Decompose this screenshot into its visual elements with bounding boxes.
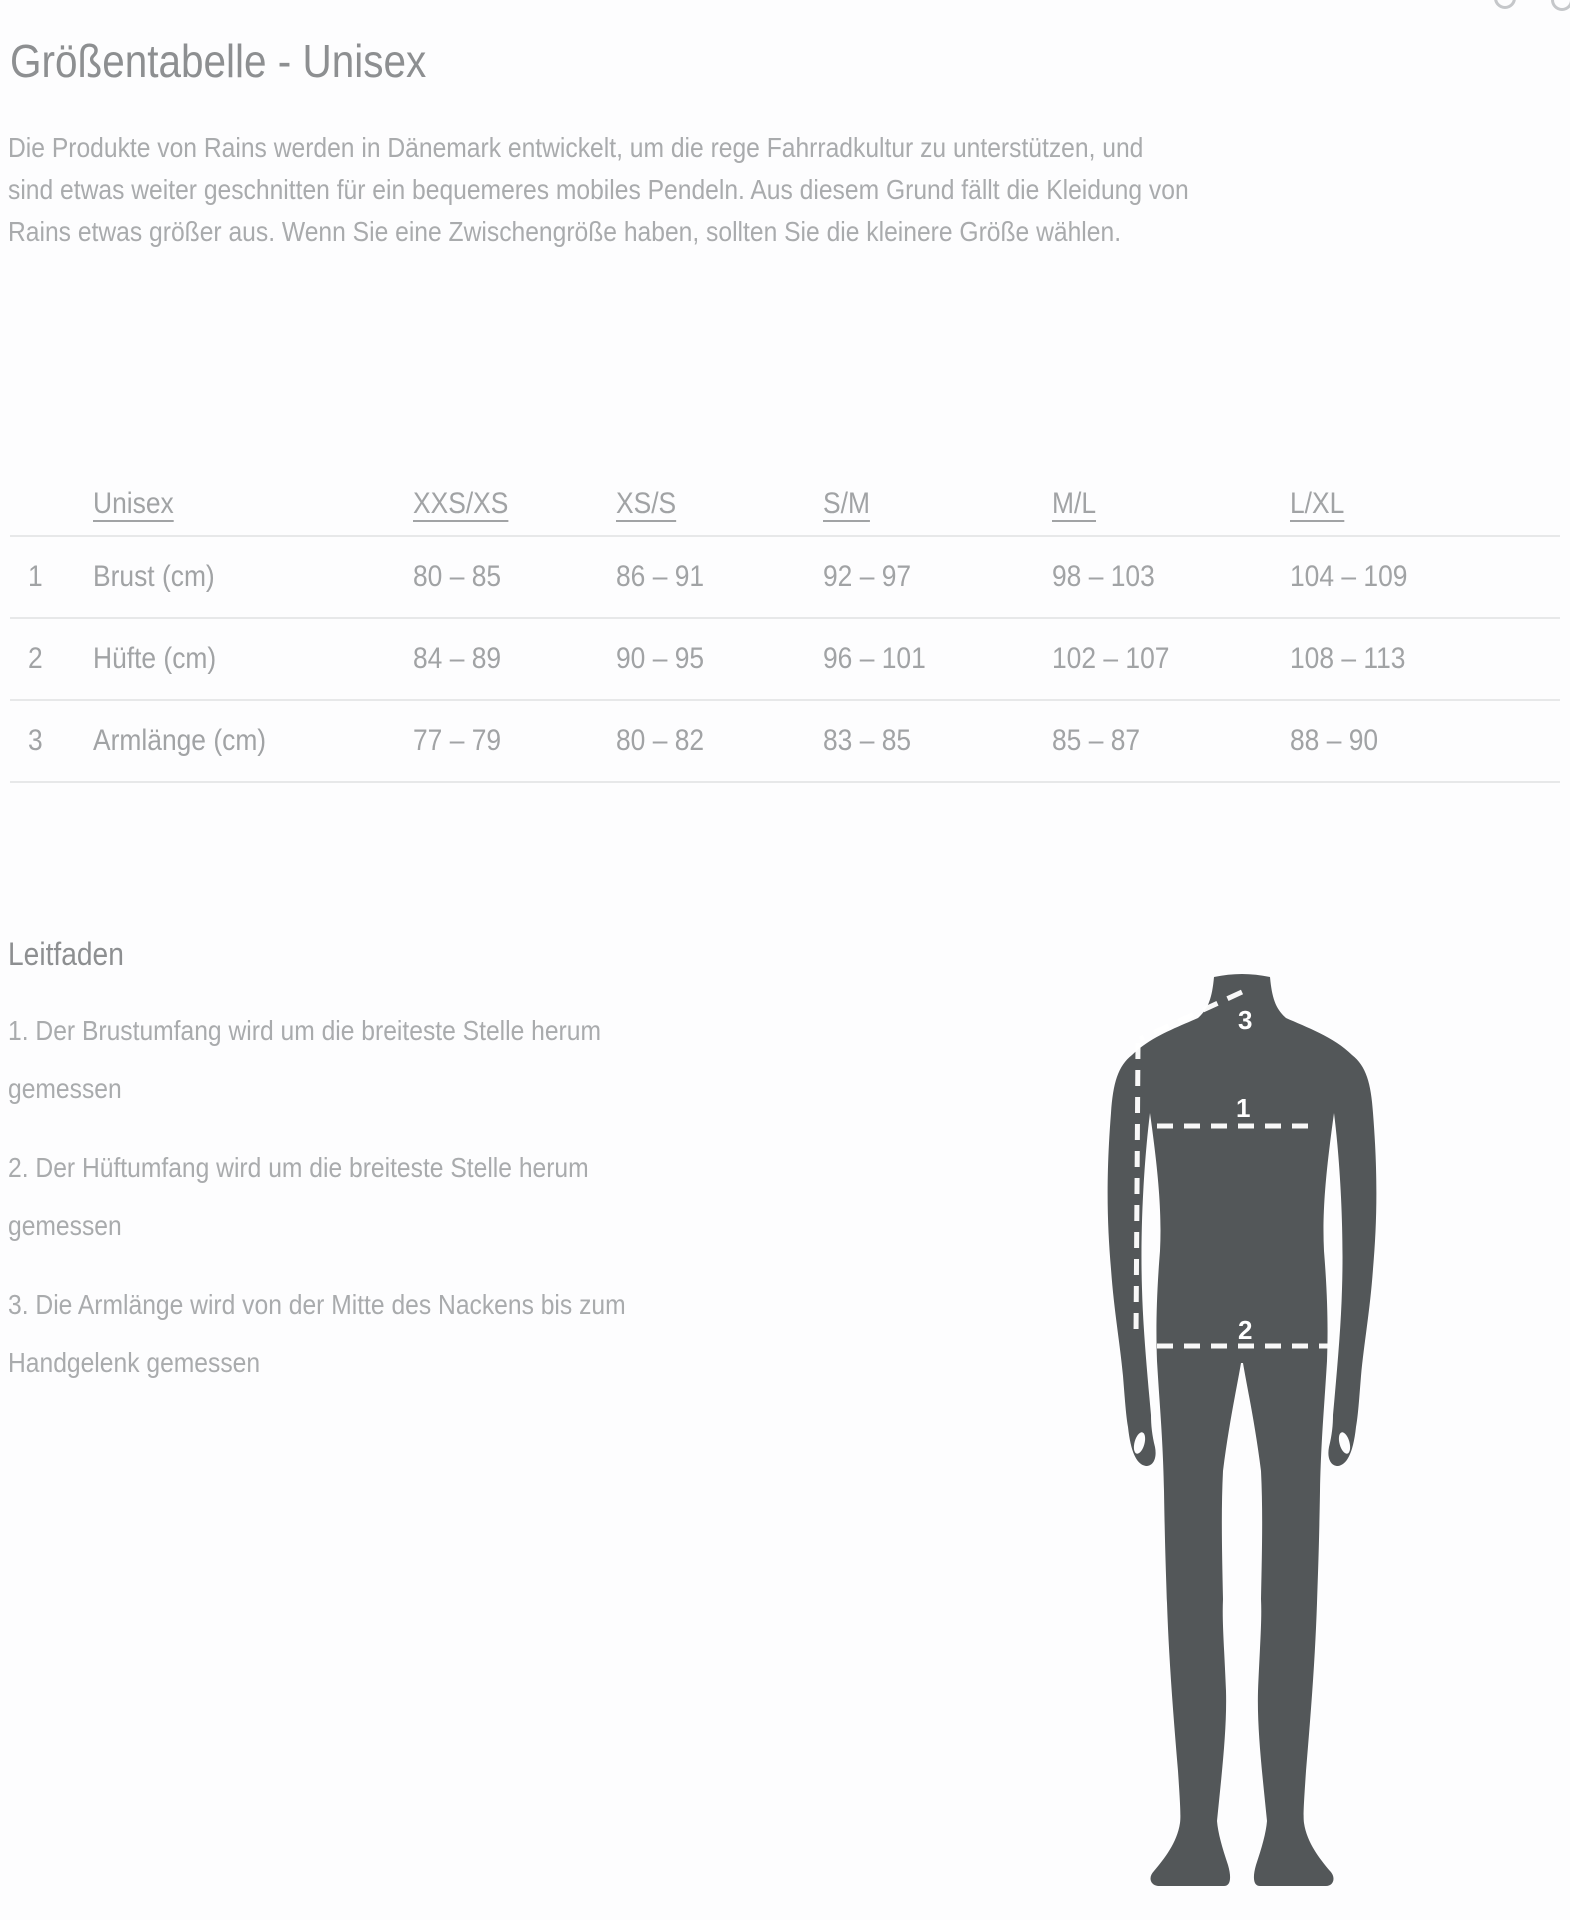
size-table <box>10 468 1560 783</box>
cell-value: 98 – 103 <box>1052 560 1155 593</box>
header-size-xs-s: XS/S <box>616 487 677 520</box>
cutoff-ui-artifact <box>1551 0 1570 11</box>
body-silhouette <box>1094 971 1390 1889</box>
cell-value: 85 – 87 <box>1052 724 1141 757</box>
row-number: 1 <box>28 560 43 593</box>
table-row-huefte <box>10 617 1560 699</box>
chest-line-label: 1 <box>1236 1093 1251 1123</box>
cell-value: 84 – 89 <box>413 642 502 675</box>
guide-item-chest: 1. Der Brustumfang wird um die breiteste Stelle herum gemessen <box>8 1015 601 1104</box>
row-number: 3 <box>28 724 43 757</box>
cell-value: 96 – 101 <box>823 642 926 675</box>
row-label: Brust (cm) <box>93 560 215 593</box>
guide-heading: Leitfaden <box>8 936 124 972</box>
cell-value: 92 – 97 <box>823 560 912 593</box>
arm-line-label: 3 <box>1238 1005 1253 1035</box>
cell-value: 86 – 91 <box>616 560 705 593</box>
cell-value: 102 – 107 <box>1052 642 1170 675</box>
header-size-xxs-xs: XXS/XS <box>413 487 509 520</box>
guide-item-arm: 3. Die Armlänge wird von der Mitte des Nackens bis zum Handgelenk gemessen <box>8 1289 626 1378</box>
row-label: Hüfte (cm) <box>93 642 217 675</box>
guide-item-hip: 2. Der Hüftumfang wird um die breiteste Stelle herum gemessen <box>8 1152 589 1241</box>
header-size-s-m: S/M <box>823 487 870 520</box>
header-size-m-l: M/L <box>1052 487 1097 520</box>
body-silhouette-figure <box>1094 971 1390 1889</box>
cell-value: 108 – 113 <box>1290 642 1406 675</box>
row-label: Armlänge (cm) <box>93 724 267 757</box>
cutoff-ui-artifact <box>1494 0 1516 9</box>
hip-line-label: 2 <box>1238 1315 1253 1345</box>
cell-value: 104 – 109 <box>1290 560 1408 593</box>
cell-value: 83 – 85 <box>823 724 912 757</box>
header-unisex: Unisex <box>93 487 174 520</box>
page-title: Größentabelle - Unisex <box>10 34 427 87</box>
intro-paragraph: Die Produkte von Rains werden in Dänemark entwickelt, um die rege Fahrradkultur zu unterstützen, und sind etwas weiter geschnitten für ein bequemeres mobiles Pendeln. Aus diesem Grund fällt die Kleidung von Rains etwas größer aus. Wenn Sie eine Zwischengröße haben, sollten Sie die kleinere Größe wählen. <box>8 132 1189 247</box>
table-row-armlaenge <box>10 699 1560 783</box>
size-table-header-row <box>10 468 1560 535</box>
table-row-brust <box>10 535 1560 617</box>
cell-value: 88 – 90 <box>1290 724 1379 757</box>
measurement-guide <box>8 934 768 1413</box>
header-spacer <box>10 521 93 535</box>
cell-value: 90 – 95 <box>616 642 705 675</box>
cell-value: 80 – 85 <box>413 560 502 593</box>
header-size-l-xl: L/XL <box>1290 487 1345 520</box>
cell-value: 80 – 82 <box>616 724 705 757</box>
row-number: 2 <box>28 642 43 675</box>
cell-value: 77 – 79 <box>413 724 502 757</box>
